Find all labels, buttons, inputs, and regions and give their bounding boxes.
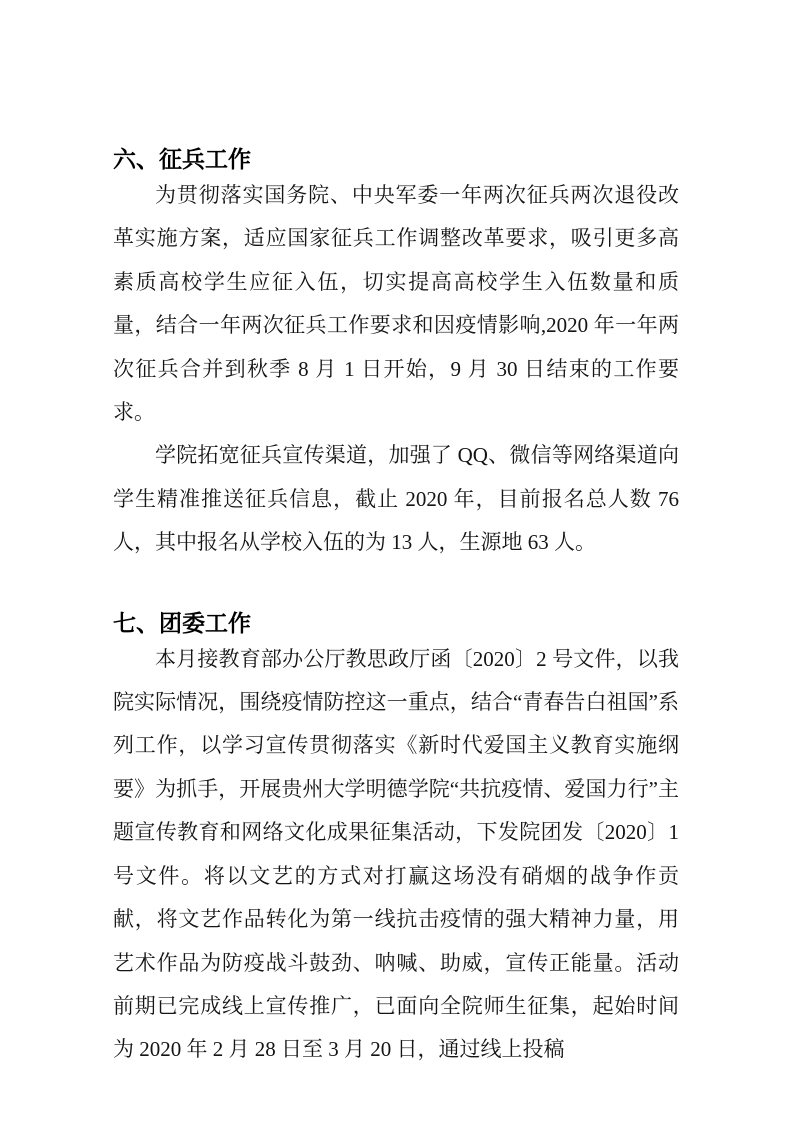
paragraph-youth-league-activities: 本月接教育部办公厅教思政厅函〔2020〕2 号文件，以我院实际情况，围绕疫情防控这一重点，结合“青春告白祖国”系列工作，以学习宣传贯彻落实《新时代爱国主义教育实施纲要》为抓手，开展贵州大学明德学院“共抗疫情、爱国力行”主题宣传教育和网络文化成果征集活动，下发院团发〔2020〕1 号文件。将以文艺的方式对打赢这场没有硝烟的战争作贡献，将文艺作品转化为第一线抗击疫情的强大精神力量，用艺术作品为防疫战斗鼓劲、呐喊、助威，宣传正能量。活动前期已完成线上宣传推广，已面向全院师生征集，起始时间为 2020 年 2 月 28 日至 3 月 20 日，通过线上投稿 [113, 646, 679, 1062]
page-content [113, 144, 679, 1072]
paragraph-conscription-policy: 为贯彻落实国务院、中央军委一年两次征兵两次退役改革实施方案，适应国家征兵工作调整改革要求，吸引更多高素质高校学生应征入伍，切实提高高校学生入伍数量和质量，结合一年两次征兵工作要求和因疫情影响,2020 年一年两次征兵合并到秋季 8 月 1 日开始，9 月 30 日结束的工作要求。 [113, 183, 679, 425]
section-heading-conscription: 六、征兵工作 [113, 146, 251, 172]
paragraph-conscription-outreach: 学院拓宽征兵宣传渠道，加强了 QQ、微信等网络渠道向学生精准推送征兵信息，截止 2020 年，目前报名总人数 76 人，其中报名从学校入伍的为 13 人，生源地 63 人。 [113, 443, 679, 555]
section-conscription-work [113, 144, 679, 565]
section-youth-league-work [113, 608, 679, 1072]
section-heading-youth-league: 七、团委工作 [113, 609, 251, 636]
